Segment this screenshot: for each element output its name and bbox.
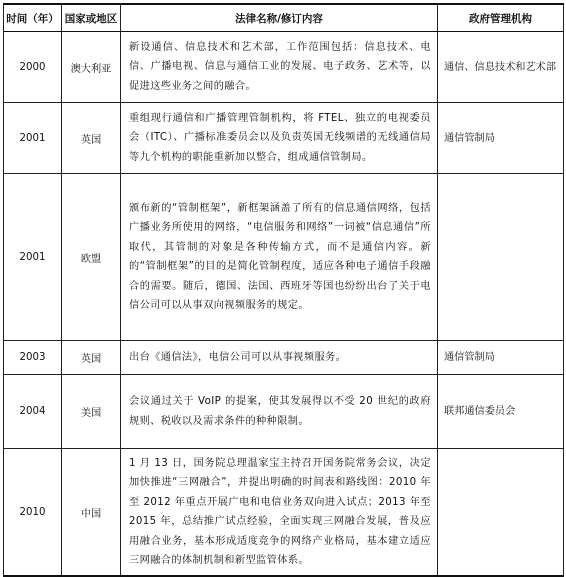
content-cell: 会议通过关于 VoIP 的提案，使其发展得以不受 20 世纪的政府规则、税收以及需求条件的种种限制。 — [121, 375, 438, 449]
year-cell: 2001 — [4, 103, 62, 174]
country-cell: 澳大利亚 — [62, 32, 121, 103]
table-row — [4, 449, 564, 577]
table-row — [4, 174, 564, 341]
policy-table — [3, 3, 564, 577]
year-cell: 2004 — [4, 375, 62, 449]
year-cell: 2000 — [4, 32, 62, 103]
year-cell: 2003 — [4, 341, 62, 375]
table-row — [4, 103, 564, 174]
year-cell: 2010 — [4, 449, 62, 577]
agency-cell: 通信、信息技术和艺术部 — [438, 32, 564, 103]
agency-cell — [438, 174, 564, 341]
table-row — [4, 341, 564, 375]
header-content: 法律名称/修订内容 — [121, 4, 438, 32]
year-cell: 2001 — [4, 174, 62, 341]
country-cell: 欧盟 — [62, 174, 121, 341]
country-cell: 中国 — [62, 449, 121, 577]
table-row — [4, 32, 564, 103]
table-row — [4, 375, 564, 449]
country-cell: 美国 — [62, 375, 121, 449]
content-cell: 新设通信、信息技术和艺术部，工作范围包括：信息技术、电信、广播电视、信息与通信工业的发展、电子政务、艺术等，以促进这些业务之间的融合。 — [121, 32, 438, 103]
header-agency: 政府管理机构 — [438, 4, 564, 32]
content-cell: 出台《通信法》，电信公司可以从事视频服务。 — [121, 341, 438, 375]
country-cell: 英国 — [62, 341, 121, 375]
content-cell: 颁布新的“管制框架”，新框架涵盖了所有的信息通信网络，包括广播业务所使用的网络，“电信服务和网络”一词被“信息通信”所取代，其管制的对象是各种传输方式，而不是通信内容。新的“管制框架”的目的是简化管制程度，适应各种电子通信手段融合的需要。随后，德国、法国、西班牙等国也纷纷出台了关于电信公司可以从事双向视频服务的规定。 — [121, 174, 438, 341]
content-cell: 重组现行通信和广播管理管制机构，将 FTEL、独立的电视委员会（ITC）、广播标准委员会以及负责英国无线频谱的无线通信局等九个机构的职能重新加以整合，组成通信管制局。 — [121, 103, 438, 174]
agency-cell: 通信管制局 — [438, 103, 564, 174]
header-country: 国家或地区 — [62, 4, 121, 32]
header-row — [4, 4, 564, 32]
agency-cell: 联邦通信委员会 — [438, 375, 564, 449]
agency-cell — [438, 449, 564, 577]
header-time: 时间（年） — [4, 4, 62, 32]
agency-cell: 通信管制局 — [438, 341, 564, 375]
country-cell: 英国 — [62, 103, 121, 174]
content-cell: 1 月 13 日，国务院总理温家宝主持召开国务院常务会议，决定加快推进“三网融合”，并提出明确的时间表和路线图：2010 年至 2012 年重点开展广电和电信业务双向进入试点；2013 年至 2015 年，总结推广试点经验，全面实现三网融合发展，普及应用融合业务，基本形成适度竞争的网络产业格局，基本建立适应三网融合的体制机制和新型监管体系。 — [121, 449, 438, 577]
